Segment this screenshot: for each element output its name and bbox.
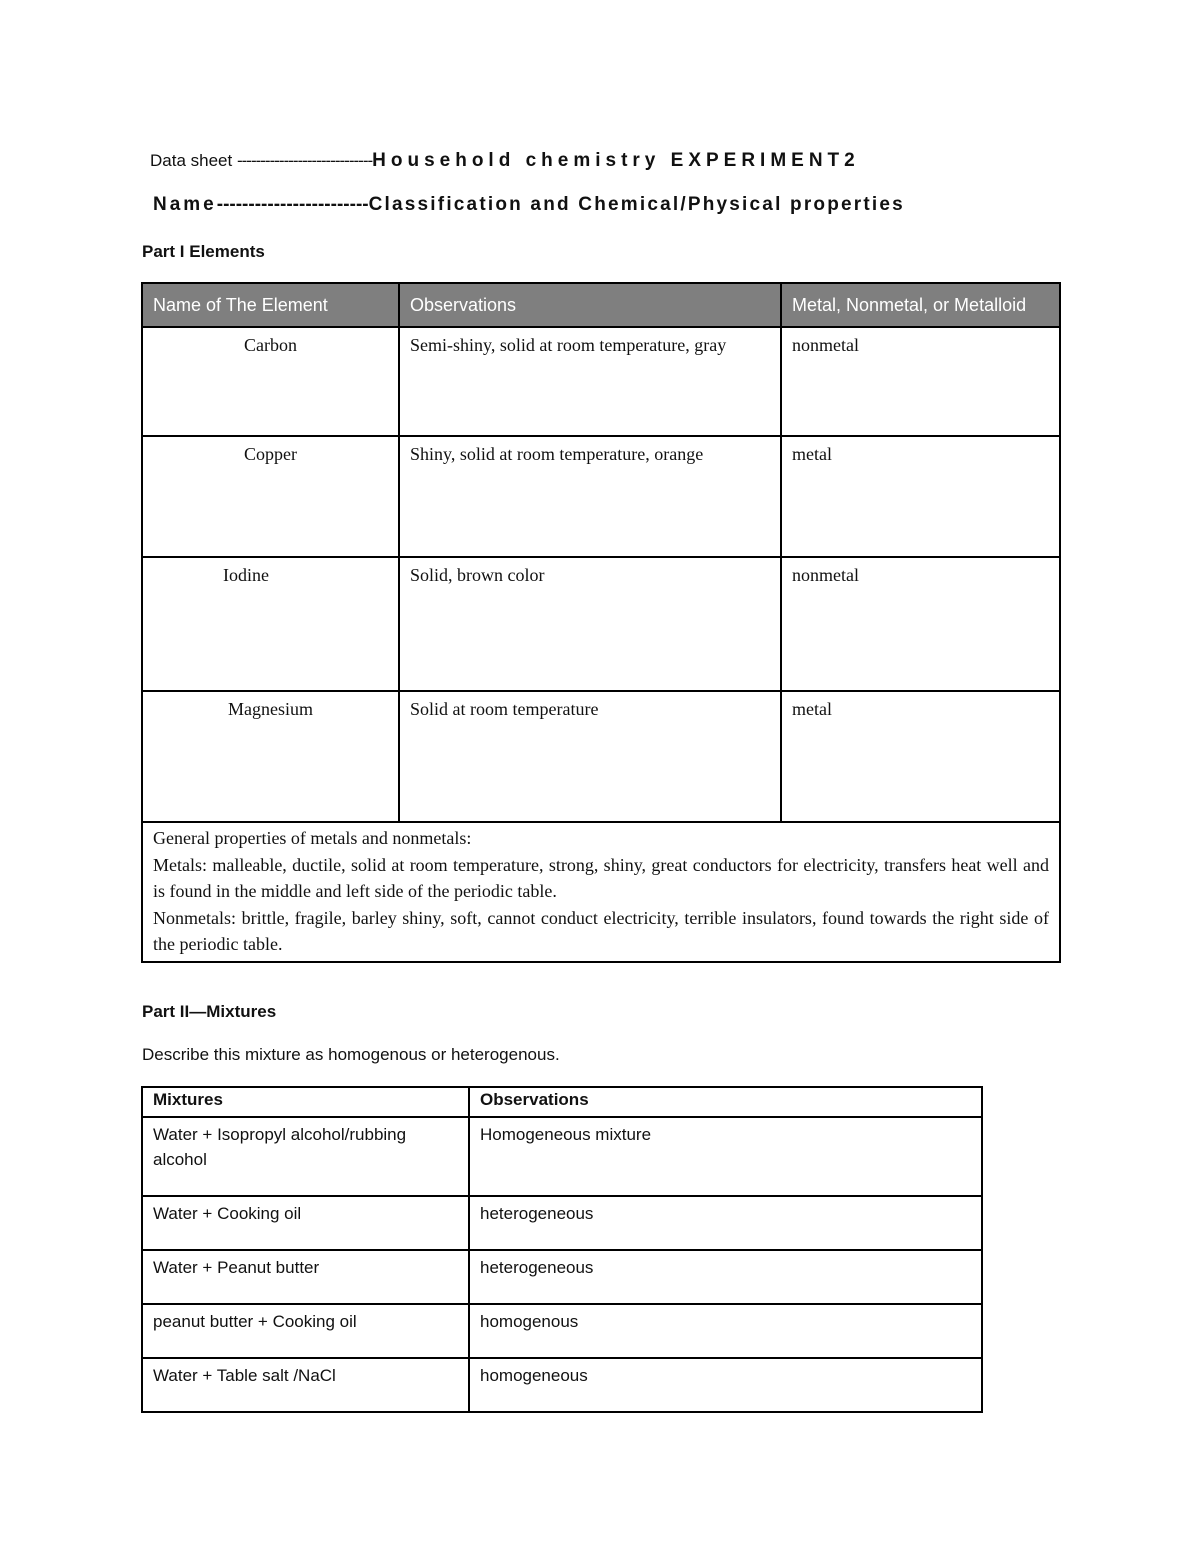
part2-heading: Part II—Mixtures — [142, 1002, 277, 1021]
element-type: nonmetal — [781, 557, 1060, 691]
data-sheet-label: Data sheet — [150, 151, 233, 170]
part2-description: Describe this mixture as homogenous or heterogenous. — [142, 1045, 560, 1064]
data-sheet-dashes: ----------------------------- — [236, 151, 373, 170]
metals-properties: Metals: malleable, ductile, solid at room temperature, strong, shiny, great conductors for electricity, transfers heat well and is found in the middle and left side of the periodic table. — [153, 854, 1049, 901]
element-type: metal — [781, 436, 1060, 557]
name-header-line — [153, 194, 1063, 216]
mixtures-table-header — [142, 1087, 982, 1117]
element-type: metal — [781, 691, 1060, 822]
table-row — [142, 436, 1060, 557]
table-row — [142, 1196, 982, 1250]
element-name: Iodine — [142, 557, 399, 691]
mixture-name: Water + Cooking oil — [142, 1196, 469, 1250]
element-observation: Solid, brown color — [399, 557, 781, 691]
datasheet-header-line — [150, 150, 1060, 172]
table-row — [142, 1304, 982, 1358]
element-type: nonmetal — [781, 327, 1060, 436]
mixtures-table — [141, 1086, 983, 1413]
mixture-observation: heterogeneous — [469, 1196, 982, 1250]
table-row — [142, 557, 1060, 691]
element-name: Carbon — [142, 327, 399, 436]
element-observation: Solid at room temperature — [399, 691, 781, 822]
element-observation: Shiny, solid at room temperature, orange — [399, 436, 781, 557]
general-properties-row — [142, 822, 1060, 962]
elements-table-header — [142, 283, 1060, 327]
name-dashes: ------------------------ — [216, 194, 369, 215]
table-row — [142, 1117, 982, 1196]
mixture-observation: homogenous — [469, 1304, 982, 1358]
col-header-observations: Observations — [399, 283, 781, 327]
mixture-name: Water + Isopropyl alcohol/rubbing alcohol — [142, 1117, 469, 1196]
element-observation: Semi-shiny, solid at room temperature, gray — [399, 327, 781, 436]
col-header-element: Name of The Element — [142, 283, 399, 327]
nonmetals-properties: Nonmetals: brittle, fragile, barley shiny, soft, cannot conduct electricity, terrible insulators, found towards the right side of the periodic table. — [153, 907, 1049, 954]
elements-table — [141, 282, 1061, 963]
table-row — [142, 1358, 982, 1412]
mixture-observation: Homogeneous mixture — [469, 1117, 982, 1196]
mixture-name: peanut butter + Cooking oil — [142, 1304, 469, 1358]
name-label: Name — [153, 194, 217, 215]
mixture-observation: heterogeneous — [469, 1250, 982, 1304]
element-name: Copper — [142, 436, 399, 557]
mixture-name: Water + Peanut butter — [142, 1250, 469, 1304]
general-properties-title: General properties of metals and nonmetals: — [153, 828, 472, 848]
element-name: Magnesium — [142, 691, 399, 822]
col-header-mixtures: Mixtures — [142, 1087, 469, 1117]
table-row — [142, 691, 1060, 822]
col-header-mixture-observations: Observations — [469, 1087, 982, 1117]
mixture-observation: homogeneous — [469, 1358, 982, 1412]
experiment-title: Household chemistry EXPERIMENT2 — [372, 150, 860, 171]
mixture-name: Water + Table salt /NaCl — [142, 1358, 469, 1412]
table-row — [142, 327, 1060, 436]
general-properties-cell — [142, 822, 1060, 962]
part1-heading: Part I Elements — [142, 242, 265, 261]
table-row — [142, 1250, 982, 1304]
col-header-classification: Metal, Nonmetal, or Metalloid — [781, 283, 1060, 327]
subtitle: Classification and Chemical/Physical properties — [368, 194, 905, 215]
